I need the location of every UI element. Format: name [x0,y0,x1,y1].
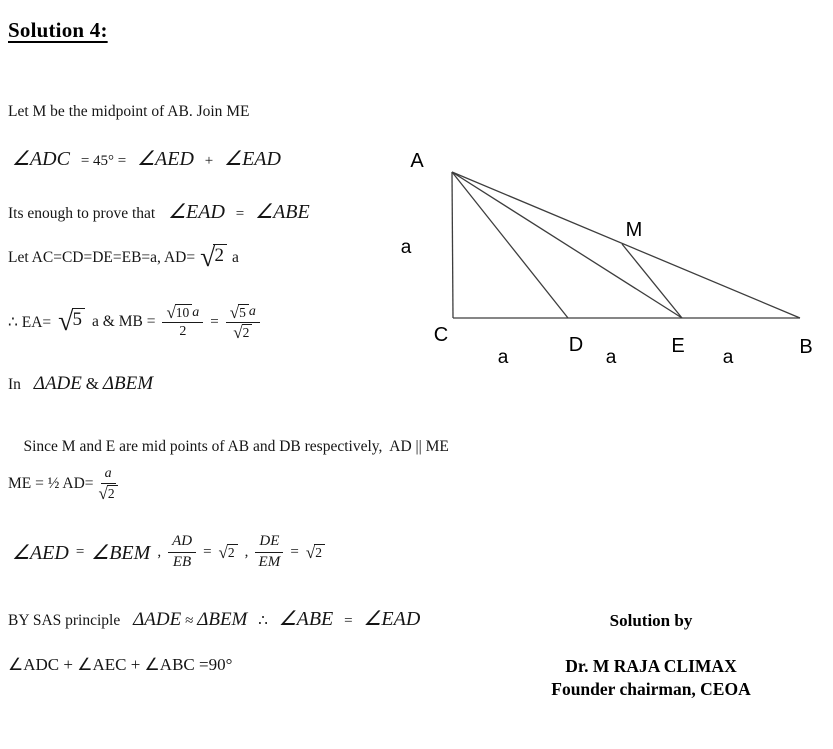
triangle-ade: ΔADE [33,373,82,394]
radical-sign: √ [233,322,243,342]
approx-sign: ≈ [185,613,194,629]
radicand: 2 [242,324,253,341]
vertex-label-B: B [799,336,813,358]
therefore-sign: ∴ [258,613,268,629]
variable-a: a [192,304,200,320]
equals-sign: = [210,313,219,330]
segment-AB [452,172,800,318]
enough-text: Its enough to prove that [8,205,156,222]
let-suffix: a [231,249,239,266]
radicand: 5 [72,308,86,331]
ampersand: & [85,374,99,393]
ea-lead: ∴ EA= [8,313,52,331]
segment-AE [452,172,682,318]
sas-text: BY SAS principle [8,612,121,629]
length-label-a-left: a [400,237,412,258]
radical-sign: √ [218,542,228,562]
solution-by-label: Solution by [609,611,693,630]
radicand: 10 [175,304,193,321]
final-equation: ∠ADC + ∠AEC + ∠ABC =90° [8,655,233,674]
point-label-D: D [568,334,584,356]
equals-sign: = [344,613,353,629]
triangle-bem: ΔBEM [102,373,154,394]
angle-adc: ∠ADC [12,148,70,170]
fraction-numerator: a [101,466,116,484]
fraction-numerator: AD [168,533,196,552]
radical-sign: √ [166,302,176,322]
vertex-label-C: C [433,324,449,346]
comma: , [244,543,249,560]
fraction-denominator: EM [258,553,281,570]
intro-text: Let M be the midpoint of AB. Join ME [8,103,250,120]
radicand: 2 [314,544,325,561]
vertex-label-A: A [410,150,424,172]
radicand: 2 [227,544,238,561]
segment-AC [452,172,453,318]
equals-sign: = [203,543,212,560]
length-label-a-eb: a [722,347,734,368]
radicand: 5 [238,304,249,321]
author-name: Dr. M RAJA CLIMAX [565,656,737,676]
radical-sign: √ [98,484,108,504]
radical-sign: √ [200,242,216,273]
equals-sign: = [290,543,299,560]
angle-ead: ∠EAD [224,148,281,170]
author-role: Founder chairman, CEOA [551,679,751,699]
radical-sign: √ [58,306,74,337]
angle-ead-2: ∠EAD [168,201,225,223]
fraction-denominator: 2 [179,323,187,339]
fraction-numerator: DE [255,533,283,552]
equals-sign: = [235,206,245,222]
angle-ead-4: ∠EAD [363,608,421,630]
segment-AD [452,172,568,318]
point-label-E: E [671,335,685,357]
ea-mid: a & MB = [92,313,156,330]
length-label-a-cd: a [497,347,509,368]
equals-sign: = [75,543,85,560]
angle-aed-3: ∠AED [12,541,69,564]
let-text: Let AC=CD=DE=EB=a, AD= [8,249,196,266]
variable-a: a [248,304,256,320]
comma: , [157,543,162,560]
length-label-a-de: a [605,347,617,368]
radical-sign: √ [305,542,316,562]
angle-bem: ∠BEM [91,541,151,564]
plus-sign: + [204,153,214,169]
point-label-M: M [625,219,643,241]
equals-45: = 45° = [80,153,127,169]
radicand: 2 [213,244,227,267]
in-text: In [8,376,21,393]
triangle-bem-2: ΔBEM [197,609,248,630]
page-title: Solution 4: [8,18,108,42]
triangle-ade-2: ΔADE [133,609,182,630]
angle-aed: ∠AED [137,148,194,170]
me-text: ME = ½ AD= [8,475,94,492]
angle-abe-2: ∠ABE [278,608,334,630]
fraction-denominator: EB [172,553,192,570]
angle-abe: ∠ABE [255,201,310,223]
radical-sign: √ [229,302,240,322]
radicand: 2 [107,485,118,502]
segment-ME [622,244,682,318]
since-text: Since M and E are mid points of AB and DB respectively, AD || ME [23,438,449,455]
